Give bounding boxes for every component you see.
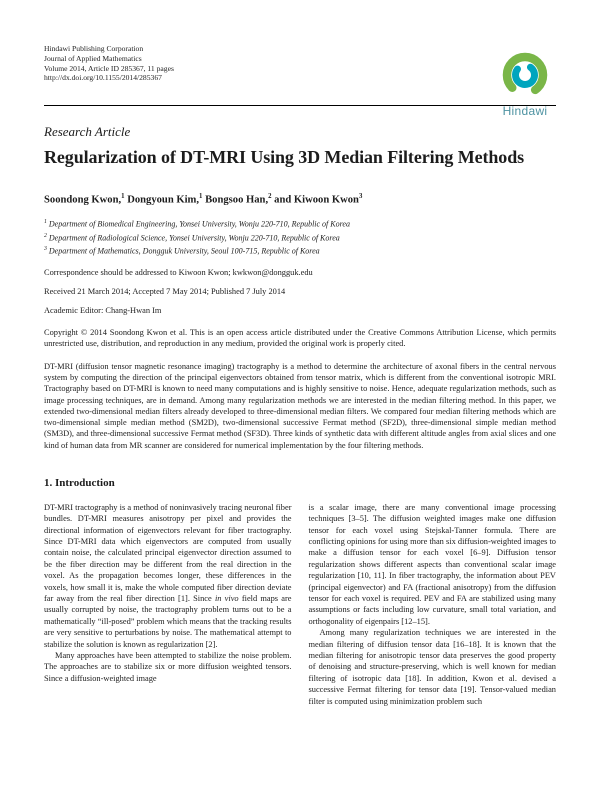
- author-affil-ref: 2: [268, 192, 272, 200]
- intro-paragraph-2: Many approaches have been attempted to stabilize the noise problem. The approaches are to stabilize six or more diffusion weighted tensors. Since a diffusion-weighted image: [44, 650, 292, 683]
- affiliation-2: $^2$ Department of Radiological Science, Yonsei University, Wonju 220-710, Republic of Korea: [44, 232, 340, 243]
- affiliation-3: $^3$ Department of Mathematics, Dongguk University, Seoul 100-715, Republic of Korea: [44, 246, 320, 256]
- abstract-text: DT-MRI (diffusion tensor magnetic resonance imaging) tractography is a method to determine the architecture of axonal fibers in the central nervous system by computing the direction of the principal eigenvectors obtained from tensor matrix, which is different from the conventional isotropic MRI. Tractography based on DT-MRI is known to need many computations and is highly sensitive to noise. Hence, adequate regularization methods, such as image processing techniques, are in demand. Among many regularization methods we are interested in the median filtering method. In this paper, we extended two-dimensional median filters already developed to three-dimensional median filters. We compared four median filtering methods which are two-dimensional simple median method (SM2D), two-dimensional successive Fermat method (SF2D), three-dimensional simple median method (SM3D), and three-dimensional successive Fermat method (SF3D). Three kinds of synthetic data with different altitude angles from axial slices and one kind of human data from MR scanner are considered for numerical implementation by the four filtering methods.: [44, 362, 556, 450]
- intro-left-column: [44, 502, 292, 707]
- publisher-header: [44, 44, 556, 83]
- doi-link[interactable]: http://dx.doi.org/10.1155/2014/285367: [44, 73, 162, 83]
- introduction-body: [44, 502, 556, 707]
- hindawi-logo-icon: [496, 50, 554, 102]
- hindawi-logo: [490, 50, 560, 118]
- in-vivo-italic: in vivo: [214, 593, 239, 603]
- intro-paragraph-1-continued: is a scalar image, there are many conventional image processing techniques [3–5]. The diffusion weighted images make one diffusion tensor for each voxel using Stejskal-Tanner formula. There are conflicting opinions for using more than six diffusion-weighted images to make a diffusion tensor for each voxel [6–9]. Diffusion tensor regularization shows different aspects than conventional scalar image regularization [10, 11]. In fiber tractography, the information about PEV (principal eigenvector) and FA (fractional anisotropy) from the diffusion tensor for each voxel is required. PEV and FA are stabilized using many assumptions or facts including low curvature, small total variation, and orthogonality of eigenpairs [12–15].: [308, 502, 556, 626]
- correspondence-line: Correspondence should be addressed to Kiwoon Kwon; kwkwon@dongguk.edu: [44, 267, 313, 277]
- academic-editor-line: Academic Editor: Chang-Hwan Im: [44, 305, 162, 315]
- publisher-name: Hindawi Publishing Corporation: [44, 44, 144, 53]
- volume-line: Volume 2014, Article ID 285367, 11 pages: [44, 63, 174, 73]
- hindawi-wordmark: Hindawi: [502, 104, 548, 118]
- email-link[interactable]: kwkwon@dongguk.edu: [232, 267, 313, 277]
- article-title: Regularization of DT-MRI Using 3D Median Filtering Methods: [44, 147, 525, 168]
- authors-line: [44, 193, 556, 206]
- article-type-label: Research Article: [44, 124, 131, 140]
- journal-name: Journal of Applied Mathematics: [44, 53, 142, 63]
- affiliations: [44, 217, 556, 257]
- section-heading-introduction: 1. Introduction: [44, 476, 115, 489]
- author-name: and Kiwoon Kwon: [274, 194, 359, 206]
- dates-line: Received 21 March 2014; Accepted 7 May 2014; Published 7 July 2014: [44, 286, 286, 296]
- author-name: Dongyoun Kim,: [127, 194, 200, 206]
- affiliation-1: $^1$ Department of Biomedical Engineering, Yonsei University, Wonju 220-710, Republic of Korea: [44, 219, 350, 229]
- intro-paragraph-3: Among many regularization techniques we are interested in the median filtering of diffusion tensor data [16–18]. It is known that the median filtering for anisotropic tensor data preserves the good property of denoising and structure-preserving, which is well known for median filtering of isotropic data [18]. In addition, Kwon et al. devised a successive Fermat filtering for tensor data [19]. Tensor-valued median filter is computed using minimization problem such: [308, 628, 556, 706]
- author-affil-ref: 1: [199, 192, 203, 200]
- intro-right-column: [309, 502, 557, 707]
- header-divider: [44, 105, 556, 106]
- author-affil-ref: 1: [121, 192, 125, 200]
- copyright-text: Copyright © 2014 Soondong Kwon et al. This is an open access article distributed under the Creative Commons Attribution License, which permits unrestricted use, distribution, and reproduction in any medium, provided the original work is properly cited.: [44, 327, 556, 348]
- author-affil-ref: 3: [358, 192, 363, 200]
- intro-paragraph-1: DT-MRI tractography is a method of noninvasively tracing neuronal fiber bundles. DT-MRI measures anisotropy per pixel and provides the directional information of eigenvectors relevant for fiber tractography. Since DT-MRI data which eigenvectors are computed from usually contain noise, the calculated principal eigenvector direction assumed to be the fiber direction may be different from the real direction in the voxel. As the propagation becomes longer, these differences in the voxels, how small it is, make the whole computed fiber direction deviate far away from the real fiber direction [1]. Since in vivo field maps are usually corrupted by noise, the tractography problem turns out to be a mathematically “ill-posed” problem which means that the tracking results are very sensitive to perturbations by noise. The mathematical attempt to stabilize the solution is known as regularization [2].: [44, 502, 292, 649]
- author-name: Bongsoo Han,: [205, 194, 269, 206]
- author-name: Soondong Kwon,: [44, 194, 122, 206]
